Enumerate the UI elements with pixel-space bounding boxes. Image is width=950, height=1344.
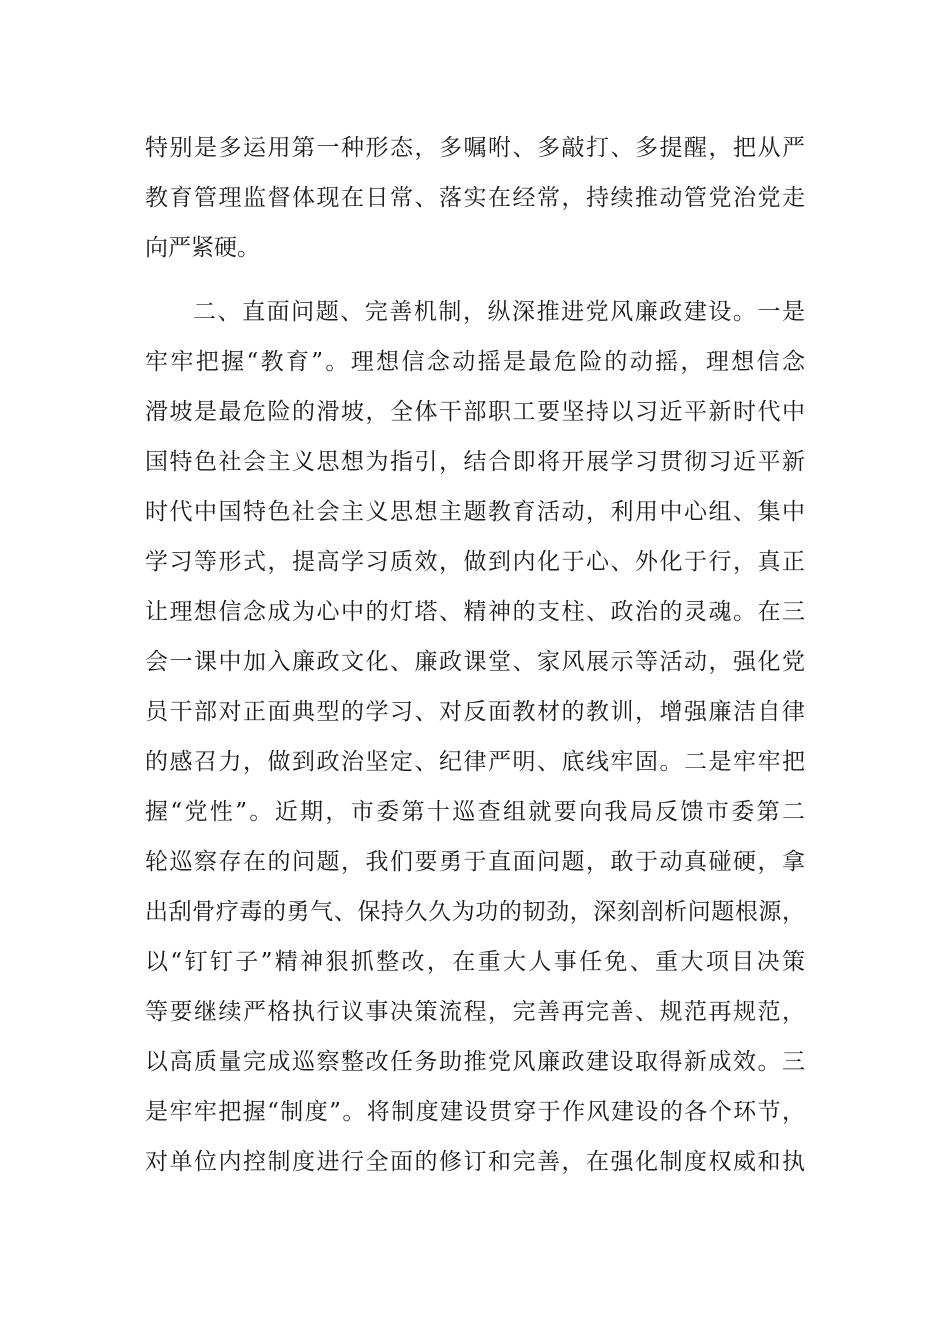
text-line: 国特色社会主义思想为指引，结合即将开展学习贯彻习近平新: [145, 449, 805, 475]
text-line: 教育管理监督体现在日常、落实在经常，持续推动管党治党走: [145, 185, 805, 211]
text-line: 握“党性”。近期，市委第十巡查组就要向我局反馈市委第二: [145, 799, 805, 825]
text-line: 等要继续严格执行议事决策流程，完善再完善、规范再规范，: [145, 999, 805, 1025]
text-line: 出刮骨疗毒的勇气、保持久久为功的韧劲，深刻剖析问题根源，: [145, 899, 805, 925]
text-line: 滑坡是最危险的滑坡，全体干部职工要坚持以习近平新时代中: [145, 399, 805, 425]
text-line: 是牢牢把握“制度”。将制度建设贯穿于作风建设的各个环节，: [145, 1099, 805, 1125]
text-line: 对单位内控制度进行全面的修订和完善，在强化制度权威和执: [145, 1149, 805, 1175]
text-line: 让理想信念成为心中的灯塔、精神的支柱、政治的灵魂。在三: [145, 599, 805, 625]
text-line: 以“钉钉子”精神狠抓整改，在重大人事任免、重大项目决策: [145, 949, 805, 975]
text-line: 轮巡察存在的问题，我们要勇于直面问题，敢于动真碰硬，拿: [145, 849, 805, 875]
text-line: 向严紧硬。: [145, 235, 260, 261]
text-line: 学习等形式，提高学习质效，做到内化于心、外化于行，真正: [145, 549, 805, 575]
text-line: 特别是多运用第一种形态，多嘱咐、多敲打、多提醒，把从严: [145, 135, 805, 161]
text-line: 会一课中加入廉政文化、廉政课堂、家风展示等活动，强化党: [145, 649, 805, 675]
text-line: 的感召力，做到政治坚定、纪律严明、底线牢固。二是牢牢把: [145, 749, 805, 775]
text-line: 员干部对正面典型的学习、对反面教材的教训，增强廉洁自律: [145, 699, 805, 725]
text-line: 以高质量完成巡察整改任务助推党风廉政建设取得新成效。三: [145, 1049, 805, 1075]
text-line: 牢牢把握“教育”。理想信念动摇是最危险的动摇，理想信念: [145, 349, 805, 375]
text-line: 时代中国特色社会主义思想主题教育活动，利用中心组、集中: [145, 499, 805, 525]
section-heading-line: 二、直面问题、完善机制，纵深推进党风廉政建设。一是: [193, 299, 805, 325]
